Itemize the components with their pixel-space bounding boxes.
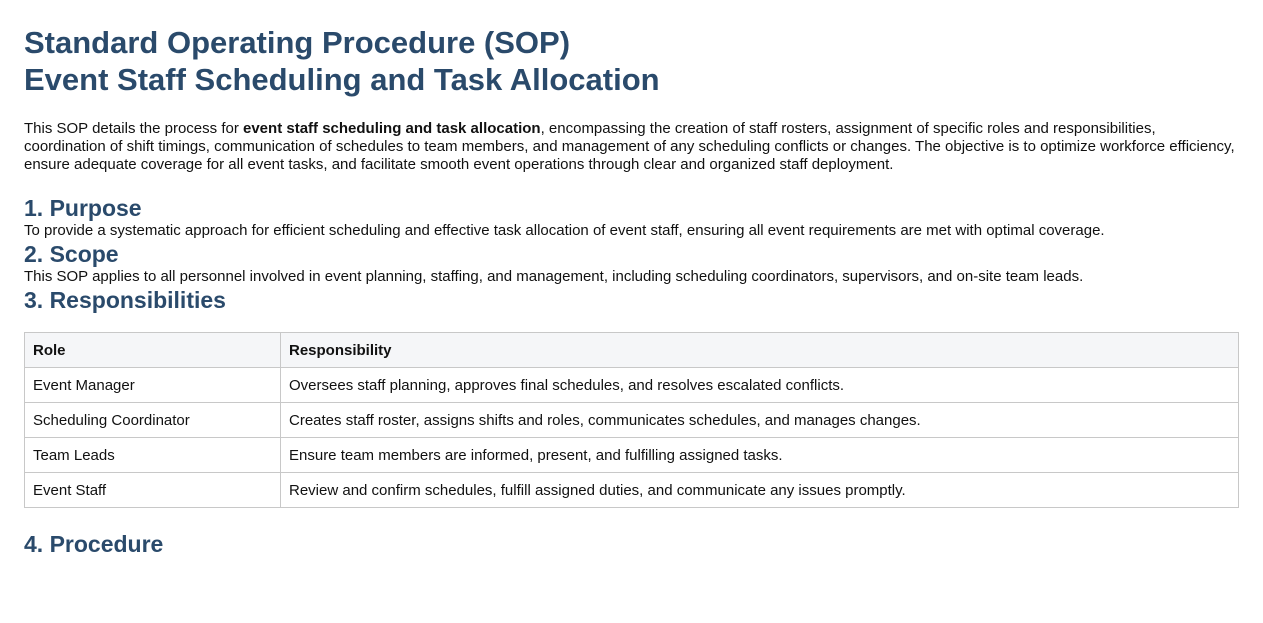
heading-procedure: 4. Procedure xyxy=(24,531,164,557)
intro-text-end: , encompassing the creation of staff rosters, assignment of specific roles and responsibilities, coordination of shift timings, communication of schedules to team members, and management of any scheduling conflicts or changes. The objective is to optimize workforce efficiency, ensure adequate coverage for all event tasks, and facilitate smooth event operations through clear and organized staff deployment. xyxy=(24,120,1235,173)
intro-paragraph xyxy=(24,120,1238,174)
responsibility-cell: Ensure team members are informed, present, and fulfilling assigned tasks. xyxy=(281,438,1239,473)
title-line-2: Event Staff Scheduling and Task Allocation xyxy=(24,62,660,97)
page-title xyxy=(24,24,1239,98)
heading-purpose: 1. Purpose xyxy=(24,195,142,221)
role-cell: Team Leads xyxy=(25,438,281,473)
purpose-text: To provide a systematic approach for efficient scheduling and effective task allocation of event staff, ensuring all event requirements are met with optimal coverage. xyxy=(24,222,1105,239)
intro-text-start: This SOP details the process for xyxy=(24,120,243,137)
intro-bold-text: event staff scheduling and task allocation xyxy=(243,120,541,137)
column-header-responsibility: Responsibility xyxy=(281,333,1239,368)
heading-responsibilities: 3. Responsibilities xyxy=(24,287,226,313)
responsibility-cell: Review and confirm schedules, fulfill assigned duties, and communicate any issues promptly. xyxy=(281,473,1239,508)
role-cell: Event Manager xyxy=(25,368,281,403)
table-row xyxy=(25,403,1239,438)
title-line-1: Standard Operating Procedure (SOP) xyxy=(24,25,571,60)
responsibility-cell: Creates staff roster, assigns shifts and roles, communicates schedules, and manages changes. xyxy=(281,403,1239,438)
table-row xyxy=(25,368,1239,403)
table-header-row xyxy=(25,333,1239,368)
role-cell: Event Staff xyxy=(25,473,281,508)
table-row xyxy=(25,438,1239,473)
column-header-role: Role xyxy=(25,333,281,368)
responsibility-cell: Oversees staff planning, approves final schedules, and resolves escalated conflicts. xyxy=(281,368,1239,403)
responsibilities-table xyxy=(24,332,1239,508)
role-cell: Scheduling Coordinator xyxy=(25,403,281,438)
table-row xyxy=(25,473,1239,508)
heading-scope: 2. Scope xyxy=(24,241,119,267)
scope-text: This SOP applies to all personnel involved in event planning, staffing, and management, including scheduling coordinators, supervisors, and on-site team leads. xyxy=(24,268,1084,285)
